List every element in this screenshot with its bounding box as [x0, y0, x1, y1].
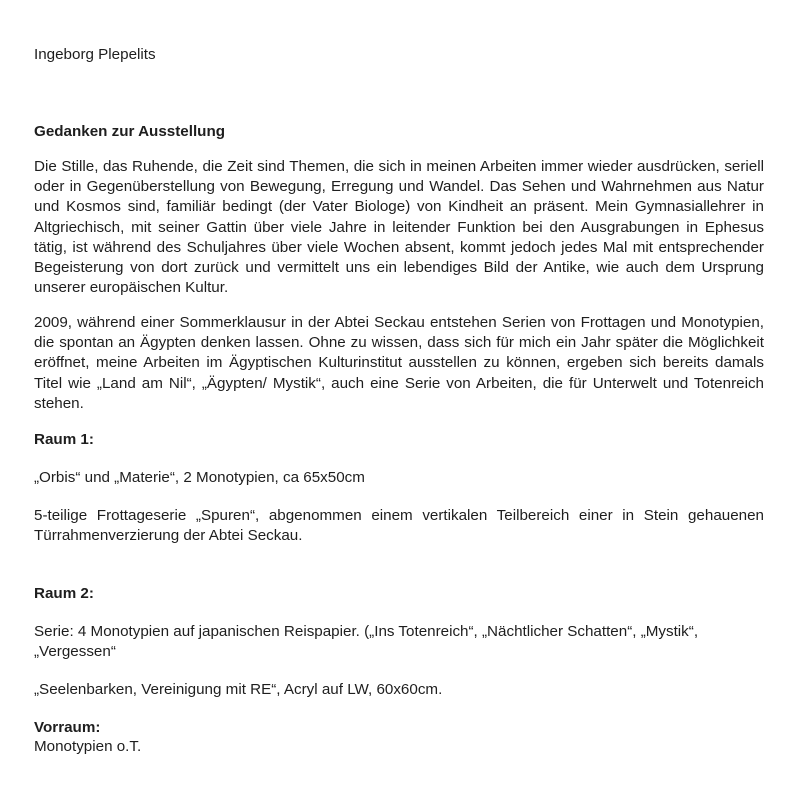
- room-1-heading: Raum 1:: [34, 431, 94, 448]
- room-2-item: Serie: 4 Monotypien auf japanischen Reispapier. („Ins Totenreich“, „Nächtlicher Schatten“, „Mystik“, „Vergessen“: [34, 623, 699, 661]
- paragraph-intro: Die Stille, das Ruhende, die Zeit sind Themen, die sich in meinen Arbeiten immer wieder ausdrücken, seriell oder in Gegenüberstellung von Bewegung, Erregung und Wandel. Das Sehen und Wahrnehmen aus Natur und Kosmos sind, familiär bedingt (der Vater Biologe) von Kindheit an präsent. Mein Gymnasiallehrer in Altgriechisch, mit seiner Gattin über viele Jahre in leitender Funktion bei den Ausgrabungen in Ephesus tätig, ist während des Schuljahres über viele Wochen absent, kommt jedoch jedes Mal mit entsprechender Begeisterung von dort zurück und vermittelt uns ein lebendiges Bild der Antike, wie auch dem Ursprung unserer europäischen Kultur.: [34, 158, 764, 297]
- paragraph-2009: 2009, während einer Sommerklausur in der Abtei Seckau entstehen Serien von Frottagen und Monotypien, die spontan an Ägypten denken lassen. Ohne zu wissen, dass sich für mich ein Jahr später die Möglichkeit eröffnet, meine Arbeiten im Ägyptischen Kulturinstitut ausstellen zu können, ergeben sich bereits damals Titel wie „Land am Nil“, „Ägypten/ Mystik“, auch eine Serie von Arbeiten, die für Unterwelt und Totenreich stehen.: [34, 314, 764, 412]
- vorraum-heading: Vorraum:: [34, 719, 101, 736]
- room-1-item: 5-teilige Frottageserie „Spuren“, abgenommen einem vertikalen Teilbereich einer in Stein gehauenen Türrahmenverzierung der Abtei Seckau.: [34, 507, 764, 545]
- author-name: Ingeborg Plepelits: [34, 46, 156, 63]
- document-title: Gedanken zur Ausstellung: [34, 123, 226, 140]
- vorraum-item: Monotypien o.T.: [34, 738, 142, 755]
- room-2-heading: Raum 2:: [34, 585, 94, 602]
- room-2-item: „Seelenbarken, Vereinigung mit RE“, Acryl auf LW, 60x60cm.: [34, 681, 443, 698]
- room-1-item: „Orbis“ und „Materie“, 2 Monotypien, ca 65x50cm: [34, 469, 365, 486]
